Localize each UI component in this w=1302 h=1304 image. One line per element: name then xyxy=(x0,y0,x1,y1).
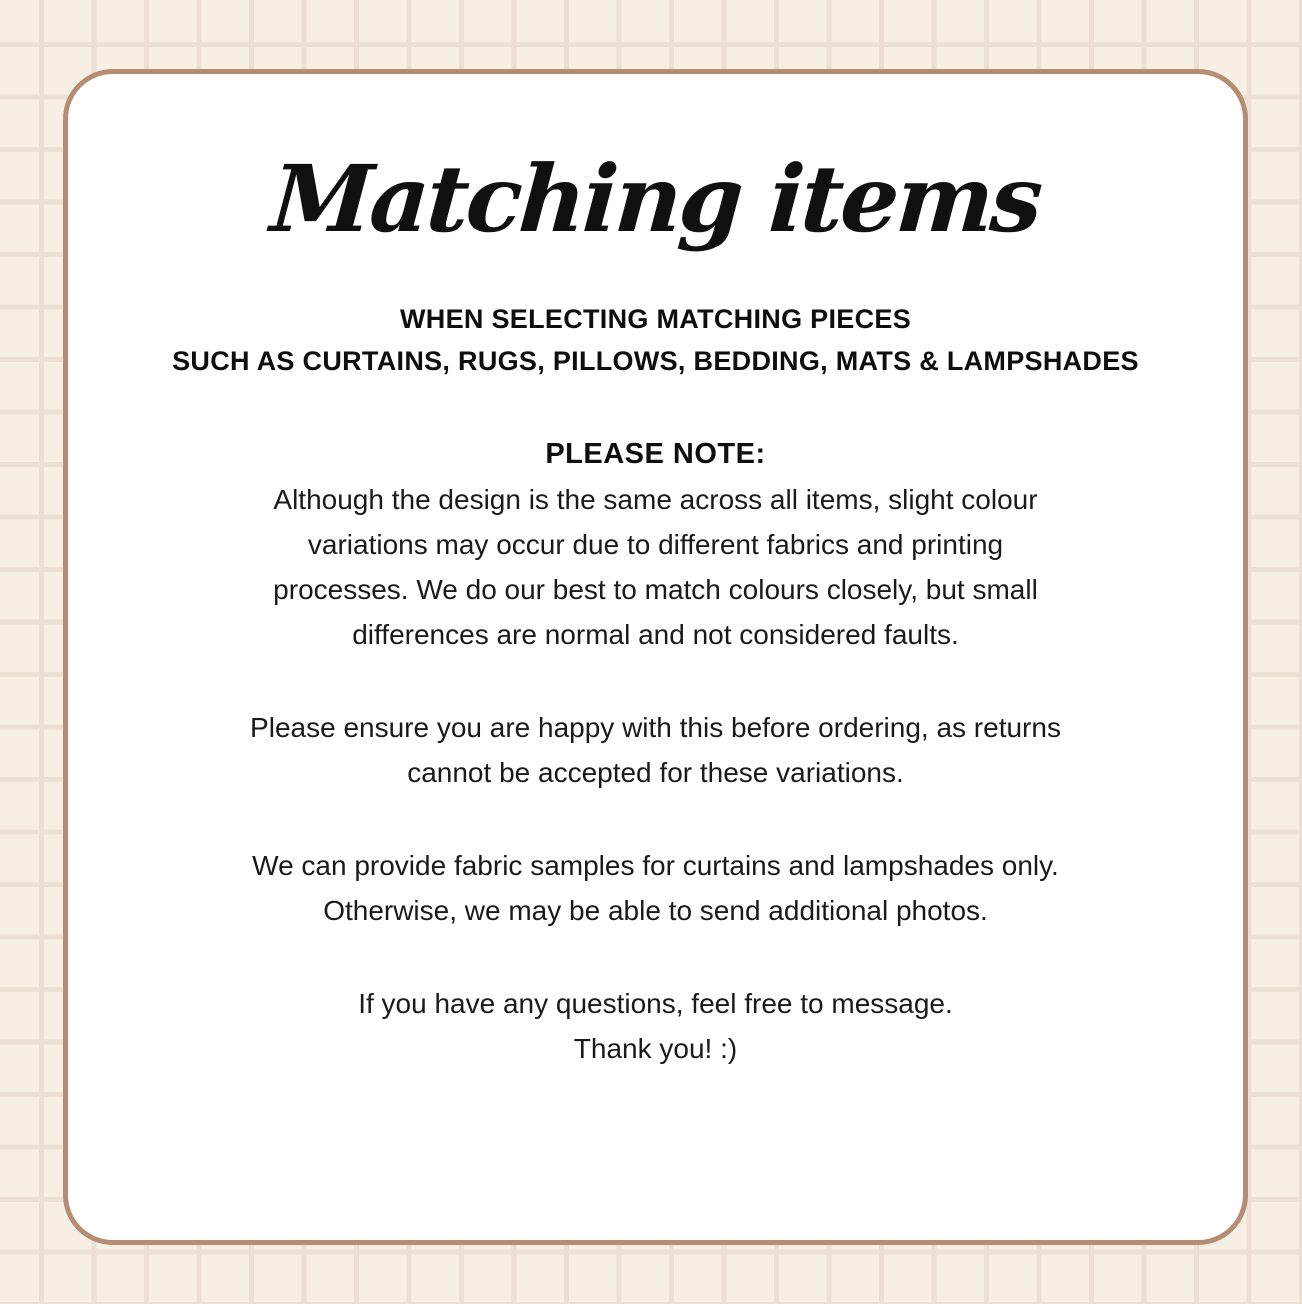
paragraph-questions: If you have any questions, feel free to message. Thank you! :) xyxy=(358,988,953,1064)
subtitle: WHEN SELECTING MATCHING PIECES SUCH AS CURTAINS, RUGS, PILLOWS, BEDDING, MATS & LAMPSHADES xyxy=(172,304,1139,376)
page-title: Matching items xyxy=(267,145,1044,253)
notice-body xyxy=(68,432,1243,1071)
paragraph-colour-variations: Although the design is the same across all items, slight colour variations may occur due to different fabrics and printing processes. We do our best to match colours closely, but small differences are normal and not considered faults. xyxy=(273,484,1038,650)
paragraph-samples: We can provide fabric samples for curtains and lampshades only. Otherwise, we may be able to send additional photos. xyxy=(252,850,1059,926)
notice-card xyxy=(63,69,1248,1245)
paragraph-returns: Please ensure you are happy with this before ordering, as returns cannot be accepted for these variations. xyxy=(250,712,1061,788)
note-heading: PLEASE NOTE: xyxy=(545,438,766,470)
note-paragraph xyxy=(68,432,1243,657)
